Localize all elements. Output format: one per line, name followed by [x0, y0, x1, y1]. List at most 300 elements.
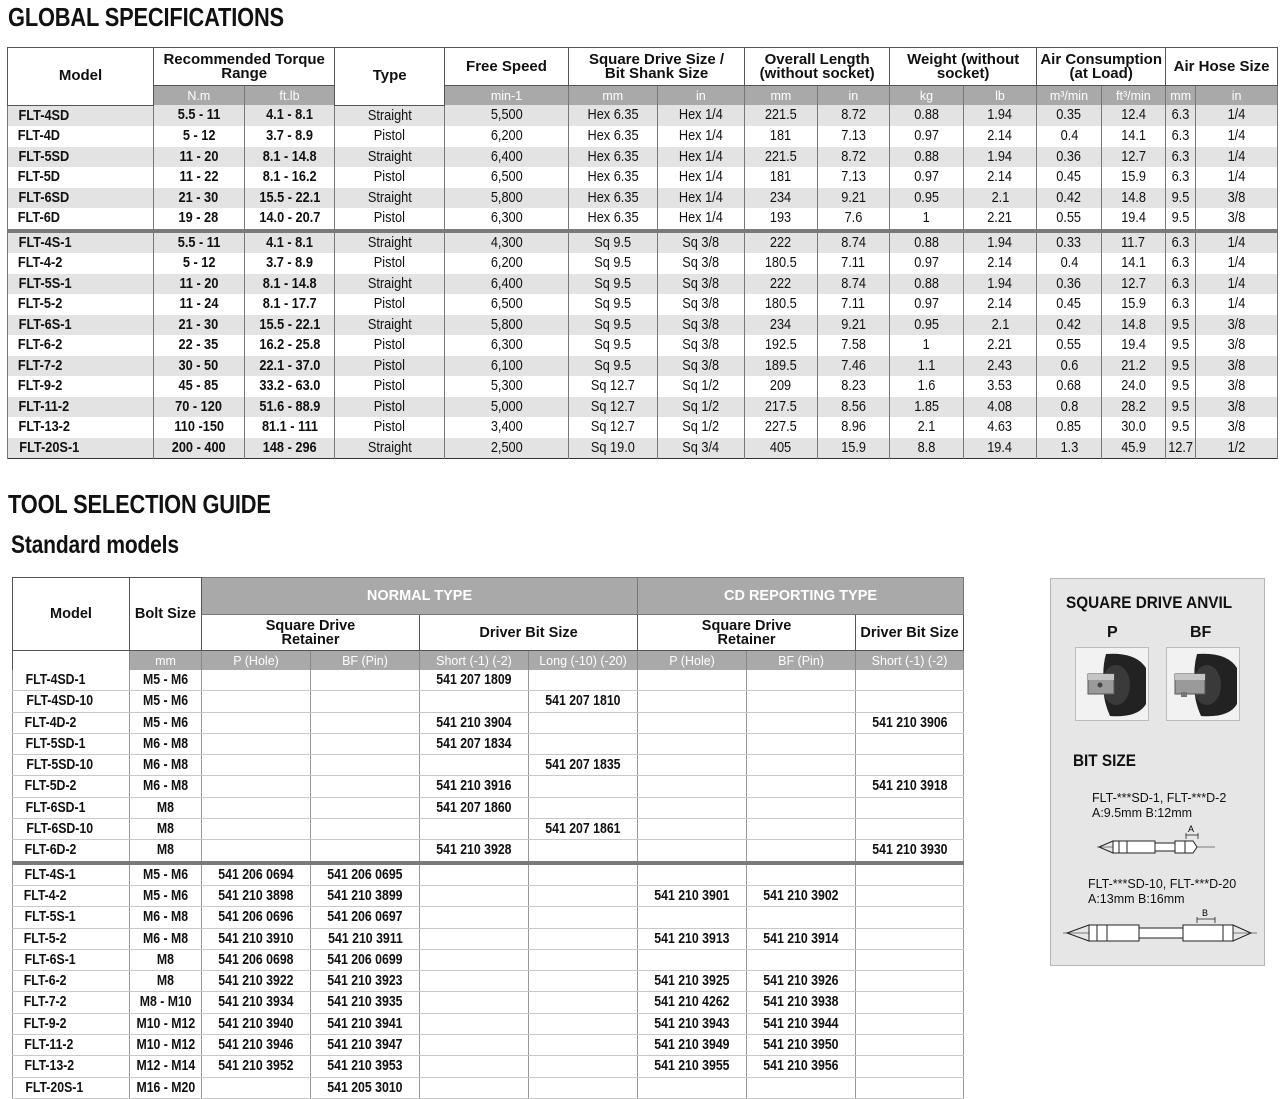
specs-cell-text: 12.7 [1120, 147, 1146, 165]
specs-cell [890, 438, 964, 459]
specs-cell [963, 253, 1037, 274]
specs-cell-text: 28.2 [1120, 397, 1146, 415]
specs-cell-text: Pistol [374, 295, 406, 312]
specs-cell-text: 1/4 [1227, 147, 1246, 165]
specs-row [8, 208, 1278, 231]
specs-cell-text: 192.5 [764, 336, 797, 353]
specs-cell [1037, 147, 1101, 168]
guide-model-cell [13, 885, 130, 906]
specs-cell-text: 30 - 50 [178, 356, 219, 374]
specs-cell-text: 0.42 [1056, 188, 1082, 206]
specs-cell-text: 12.7 [1168, 438, 1194, 456]
specs-cell-text: Pistol [374, 209, 406, 226]
specs-cell-text: 19 - 28 [178, 209, 219, 226]
guide-cell-text: FLT-5D-2 [24, 777, 77, 795]
specs-cell [1166, 208, 1196, 231]
guide-unit-3: Short (-1) (-2) [420, 651, 529, 671]
guide-cell [856, 907, 964, 928]
specs-cell [890, 105, 964, 126]
guide-cell [747, 1013, 856, 1034]
specs-cell [963, 294, 1037, 315]
guide-row [13, 1035, 964, 1056]
guide-cell [130, 1056, 202, 1077]
specs-cell [335, 126, 445, 147]
specs-cell-text: 6,400 [490, 147, 523, 165]
guide-cell [130, 840, 202, 863]
specs-cell [1166, 253, 1196, 274]
specs-cell [335, 294, 445, 315]
specs-cell [1037, 231, 1101, 254]
specs-cell-text: Hex 6.35 [587, 127, 639, 144]
specs-cell-text: FLT-4D [17, 127, 60, 144]
specs-cell-text: 234 [770, 188, 792, 206]
specs-cell [445, 167, 569, 188]
specs-row [8, 335, 1278, 356]
specs-cell [657, 167, 745, 188]
specs-cell [657, 417, 745, 438]
guide-cell [311, 712, 420, 733]
specs-cell [154, 274, 245, 295]
specs-cell [745, 335, 818, 356]
specs-header-drive: Square Drive Size / Bit Shank Size [568, 48, 744, 86]
specs-cell [1101, 356, 1165, 377]
specs-cell-text: Straight [367, 274, 412, 292]
guide-cell-text: 541 210 3916 [436, 777, 512, 795]
specs-cell-text: FLT-11-2 [18, 397, 70, 415]
guide-cell [747, 840, 856, 863]
specs-cell [890, 356, 964, 377]
specs-cell-text: 9.5 [1171, 397, 1190, 415]
specs-cell [817, 315, 890, 336]
specs-cell-text: 0.42 [1056, 315, 1082, 333]
guide-cell-text: 541 210 3949 [654, 1036, 730, 1054]
guide-cell-text: FLT-4D-2 [24, 713, 77, 731]
specs-cell [817, 253, 890, 274]
specs-cell-text: Sq 1/2 [682, 377, 720, 394]
specs-unit-5: mm [745, 86, 818, 106]
guide-cell [202, 776, 311, 797]
guide-cell [202, 712, 311, 733]
guide-cell [856, 1013, 964, 1034]
specs-cell [1196, 376, 1278, 397]
specs-cell [335, 105, 445, 126]
specs-cell [335, 188, 445, 209]
specs-cell [445, 231, 569, 254]
guide-cell-text: FLT-5SD-1 [25, 734, 86, 752]
specs-cell [963, 315, 1037, 336]
specs-cell [1101, 147, 1165, 168]
specs-cell-text: 110 -150 [174, 418, 224, 435]
specs-cell-text: 3/8 [1227, 377, 1246, 394]
guide-cell-text: 541 210 3955 [654, 1057, 730, 1075]
guide-cell [311, 928, 420, 949]
guide-cell [529, 670, 638, 691]
specs-cell-text: 9.21 [840, 188, 866, 206]
specs-cell [745, 208, 818, 231]
specs-cell-text: 14.1 [1120, 127, 1146, 144]
guide-cell [747, 885, 856, 906]
specs-cell [568, 231, 657, 254]
specs-cell [890, 376, 964, 397]
specs-cell [568, 417, 657, 438]
guide-cell [311, 819, 420, 840]
guide-cell [202, 797, 311, 818]
specs-cell-text: Hex 1/4 [678, 168, 723, 185]
guide-cell-text: M6 - M8 [142, 777, 189, 795]
guide-model-cell [13, 1035, 130, 1056]
guide-cell [747, 949, 856, 970]
guide-cell [856, 1056, 964, 1077]
guide-cell [747, 712, 856, 733]
specs-cell [657, 335, 745, 356]
guide-cell-text: FLT-6S-1 [24, 950, 76, 968]
specs-cell-text: 7.11 [841, 295, 866, 312]
specs-cell [335, 208, 445, 231]
specs-cell [745, 188, 818, 209]
guide-cell [311, 971, 420, 992]
specs-model-cell [8, 208, 154, 231]
guide-cell-text: 541 210 3898 [218, 886, 294, 904]
guide-cell [311, 1035, 420, 1056]
specs-cell [1037, 274, 1101, 295]
specs-cell-text: Straight [367, 188, 412, 206]
guide-cell [638, 670, 747, 691]
specs-cell-text: Sq 3/8 [682, 295, 720, 312]
specs-cell-text: Straight [367, 438, 412, 456]
specs-cell-text: 6.3 [1171, 233, 1190, 251]
guide-cell-text: FLT-5SD-10 [26, 756, 94, 774]
specs-header-weight: Weight (without socket) [890, 48, 1037, 86]
guide-cell [202, 885, 311, 906]
specs-cell-text: FLT-4-2 [17, 254, 63, 271]
specs-cell [568, 147, 657, 168]
specs-cell-text: 6,200 [490, 127, 523, 144]
specs-cell-text: Straight [367, 315, 412, 333]
specs-cell-text: 14.1 [1120, 254, 1146, 271]
specs-cell [1196, 294, 1278, 315]
specs-cell [154, 335, 245, 356]
specs-units-row [8, 86, 1278, 106]
specs-cell-text: FLT-6SD [18, 188, 70, 206]
specs-cell [1196, 274, 1278, 295]
specs-cell-text: 8.1 - 17.7 [262, 295, 317, 312]
specs-cell-text: 1.1 [917, 356, 936, 374]
guide-row [13, 863, 964, 886]
specs-cell-text: Hex 6.35 [587, 188, 639, 206]
specs-cell [335, 356, 445, 377]
specs-cell [244, 417, 335, 438]
specs-cell [890, 126, 964, 147]
guide-row [13, 1013, 964, 1034]
specs-cell-text: 0.68 [1056, 377, 1082, 394]
guide-cell [638, 712, 747, 733]
specs-cell [1166, 147, 1196, 168]
specs-cell [154, 356, 245, 377]
specs-cell-text: 12.4 [1120, 106, 1146, 124]
specs-cell [890, 253, 964, 274]
specs-cell-text: 2.1 [991, 315, 1009, 333]
bit-note-2-dims: A:13mm B:16mm [1088, 892, 1185, 906]
guide-cell [856, 863, 964, 886]
guide-cell [202, 691, 311, 712]
guide-cell [130, 992, 202, 1013]
guide-cell [420, 691, 529, 712]
specs-cell-text: 21 - 30 [178, 188, 219, 206]
guide-cell [130, 1013, 202, 1034]
specs-cell [657, 147, 745, 168]
guide-cell [202, 907, 311, 928]
specs-cell [335, 231, 445, 254]
specs-cell [1037, 376, 1101, 397]
guide-row [13, 1077, 964, 1098]
specs-cell [1037, 417, 1101, 438]
specs-cell-text: 5.5 - 11 [177, 233, 221, 251]
guide-cell [638, 907, 747, 928]
specs-cell-text: 3.7 - 8.9 [266, 254, 313, 271]
guide-cell [856, 755, 964, 776]
specs-cell [154, 397, 245, 418]
specs-cell [890, 231, 964, 254]
specs-cell [335, 335, 445, 356]
specs-cell [657, 188, 745, 209]
specs-cell-text: Pistol [374, 336, 406, 353]
guide-cell-text: 541 207 1834 [436, 734, 512, 752]
specs-cell-text: 3/8 [1227, 356, 1246, 374]
dim-a-label: A [1188, 824, 1195, 834]
specs-cell-text: Sq 12.7 [590, 418, 635, 435]
guide-row [13, 733, 964, 754]
specs-cell-text: Hex 1/4 [678, 106, 723, 124]
guide-cell-text: FLT-6SD-10 [26, 820, 94, 838]
specs-cell-text: 234 [770, 315, 792, 333]
guide-unit-0: mm [130, 651, 202, 671]
specs-cell [817, 376, 890, 397]
specs-cell-text: 2.43 [987, 356, 1013, 374]
specs-cell-text: 1/4 [1227, 106, 1246, 124]
specs-cell [745, 231, 818, 254]
guide-cell [311, 733, 420, 754]
specs-cell-text: 6.3 [1171, 254, 1190, 271]
specs-cell [963, 335, 1037, 356]
specs-cell [568, 167, 657, 188]
guide-header-normal-type: NORMAL TYPE [202, 578, 638, 615]
guide-cell [529, 928, 638, 949]
guide-cell [856, 885, 964, 906]
guide-model-cell [13, 863, 130, 886]
guide-cell-text: 541 207 1810 [545, 692, 621, 710]
specs-cell [963, 438, 1037, 459]
specs-cell-text: 2.21 [987, 336, 1013, 353]
specs-cell-text: 45 - 85 [178, 377, 219, 394]
specs-cell-text: 6,500 [490, 295, 523, 312]
specs-cell [1037, 105, 1101, 126]
specs-cell [244, 147, 335, 168]
guide-model-cell [13, 755, 130, 776]
specs-cell [154, 105, 245, 126]
specs-cell-text: 1.94 [987, 233, 1013, 251]
specs-cell-text: 1/4 [1227, 233, 1246, 251]
specs-cell [568, 188, 657, 209]
specs-cell [445, 253, 569, 274]
specs-cell-text: Hex 1/4 [678, 188, 723, 206]
specs-cell-text: 3/8 [1227, 397, 1246, 415]
specs-cell [817, 335, 890, 356]
specs-cell [817, 147, 890, 168]
guide-cell [420, 733, 529, 754]
specs-cell-text: 200 - 400 [171, 438, 226, 456]
specs-cell-text: 9.5 [1171, 315, 1190, 333]
specs-cell [154, 417, 245, 438]
specs-cell [817, 105, 890, 126]
specs-cell-text: 3/8 [1227, 188, 1246, 206]
guide-cell [529, 797, 638, 818]
guide-cell-text: 541 210 3940 [218, 1014, 294, 1032]
specs-cell-text: 2.14 [987, 295, 1013, 312]
specs-cell [1101, 397, 1165, 418]
specs-cell [817, 208, 890, 231]
specs-cell-text: FLT-6D [17, 209, 60, 226]
guide-cell [420, 819, 529, 840]
specs-cell-text: Sq 9.5 [594, 254, 632, 271]
specs-cell [335, 397, 445, 418]
guide-model-cell [13, 733, 130, 754]
specs-cell-text: FLT-5SD [18, 147, 70, 165]
guide-cell-text: 541 210 4262 [654, 993, 730, 1011]
specs-cell [1101, 167, 1165, 188]
specs-cell-text: 14.0 - 20.7 [258, 209, 320, 226]
specs-cell [890, 417, 964, 438]
specs-cell-text: Straight [367, 106, 412, 124]
specs-cell-text: Sq 1/2 [682, 418, 720, 435]
specs-cell-text: 15.9 [1120, 168, 1146, 185]
specs-model-cell [8, 376, 154, 397]
specs-cell-text: 7.46 [840, 356, 866, 374]
guide-cell-text: 541 206 0694 [218, 865, 294, 883]
guide-cell [420, 885, 529, 906]
specs-cell-text: 9.5 [1171, 356, 1190, 374]
specs-cell [817, 356, 890, 377]
specs-cell [1166, 356, 1196, 377]
specs-cell [1196, 356, 1278, 377]
guide-model-cell [13, 691, 130, 712]
guide-cell-text: M10 - M12 [136, 1014, 196, 1032]
specs-cell-text: 6,200 [490, 254, 523, 271]
specs-cell-text: 0.4 [1060, 254, 1078, 271]
guide-cell [747, 733, 856, 754]
specs-cell-text: 181 [770, 127, 792, 144]
specs-cell-text: 1/2 [1227, 438, 1246, 456]
guide-cell-text: 541 210 3930 [871, 841, 948, 859]
specs-cell-text: 0.8 [1060, 397, 1078, 415]
specs-cell [817, 438, 890, 459]
specs-row [8, 126, 1278, 147]
guide-row [13, 840, 964, 863]
specs-cell-text: 0.95 [914, 188, 939, 206]
specs-model-cell [8, 274, 154, 295]
specs-cell [568, 376, 657, 397]
guide-cell-text: M6 - M8 [142, 734, 189, 752]
specs-title: GLOBAL SPECIFICATIONS [8, 2, 284, 32]
specs-cell [1037, 315, 1101, 336]
specs-cell-text: 0.55 [1056, 209, 1082, 226]
specs-cell [445, 126, 569, 147]
guide-cell [202, 1056, 311, 1077]
specs-cell-text: 1 [922, 209, 930, 226]
specs-cell-text: 0.55 [1056, 336, 1082, 353]
short-bit-drawing [1097, 823, 1217, 859]
specs-cell-text: 6.3 [1171, 168, 1190, 185]
guide-cell [638, 949, 747, 970]
specs-cell [1037, 335, 1101, 356]
guide-cell-text: M10 - M12 [136, 1036, 196, 1054]
anvil-bf-label: BF [1190, 624, 1212, 641]
specs-cell-text: Hex 1/4 [678, 147, 723, 165]
specs-cell-text: 0.88 [914, 147, 939, 165]
guide-cell [420, 1013, 529, 1034]
specs-cell-text: 14.8 [1120, 188, 1146, 206]
guide-cell [638, 840, 747, 863]
specs-cell-text: 5 - 12 [182, 254, 216, 271]
guide-cell [529, 1056, 638, 1077]
guide-row [13, 928, 964, 949]
guide-cell [529, 1077, 638, 1098]
specs-model-cell [8, 438, 154, 459]
specs-cell [657, 231, 745, 254]
specs-cell [445, 294, 569, 315]
specs-cell [154, 253, 245, 274]
guide-cell-text: M5 - M6 [142, 886, 189, 904]
specs-cell [1166, 274, 1196, 295]
specs-cell [817, 188, 890, 209]
specs-cell [244, 294, 335, 315]
specs-cell [335, 253, 445, 274]
specs-cell [657, 105, 745, 126]
guide-cell [420, 670, 529, 691]
specs-cell-text: 2.14 [987, 127, 1013, 144]
guide-cell-text: 541 210 3923 [327, 972, 403, 990]
specs-cell [963, 167, 1037, 188]
specs-cell-text: 7.11 [841, 254, 866, 271]
guide-cell [747, 907, 856, 928]
specs-cell [1166, 438, 1196, 459]
guide-unit-4: Long (-10) (-20) [529, 651, 638, 671]
specs-cell [745, 356, 818, 377]
guide-cell [130, 691, 202, 712]
specs-cell-text: 1.94 [987, 106, 1013, 124]
specs-cell-text: Sq 12.7 [590, 377, 635, 394]
specs-cell-text: 0.6 [1060, 356, 1078, 374]
specs-cell-text: 6,300 [490, 336, 523, 353]
guide-cell-text: FLT-6-2 [23, 972, 67, 990]
guide-cell [130, 1077, 202, 1098]
specs-cell [154, 167, 245, 188]
specs-cell-text: Hex 6.35 [587, 168, 639, 185]
guide-cell [747, 1035, 856, 1056]
specs-cell [963, 376, 1037, 397]
specs-cell [890, 274, 964, 295]
specs-cell-text: 1.94 [987, 147, 1013, 165]
guide-cell-text: 541 210 3944 [763, 1014, 839, 1032]
specs-row [8, 105, 1278, 126]
specs-cell [335, 417, 445, 438]
specs-cell [1101, 417, 1165, 438]
specs-cell [1037, 294, 1101, 315]
specs-row [8, 417, 1278, 438]
specs-cell-text: Hex 1/4 [678, 209, 723, 226]
specs-cell-text: Sq 9.5 [594, 315, 632, 333]
specs-cell-text: 6.3 [1171, 127, 1190, 144]
guide-cell [529, 819, 638, 840]
